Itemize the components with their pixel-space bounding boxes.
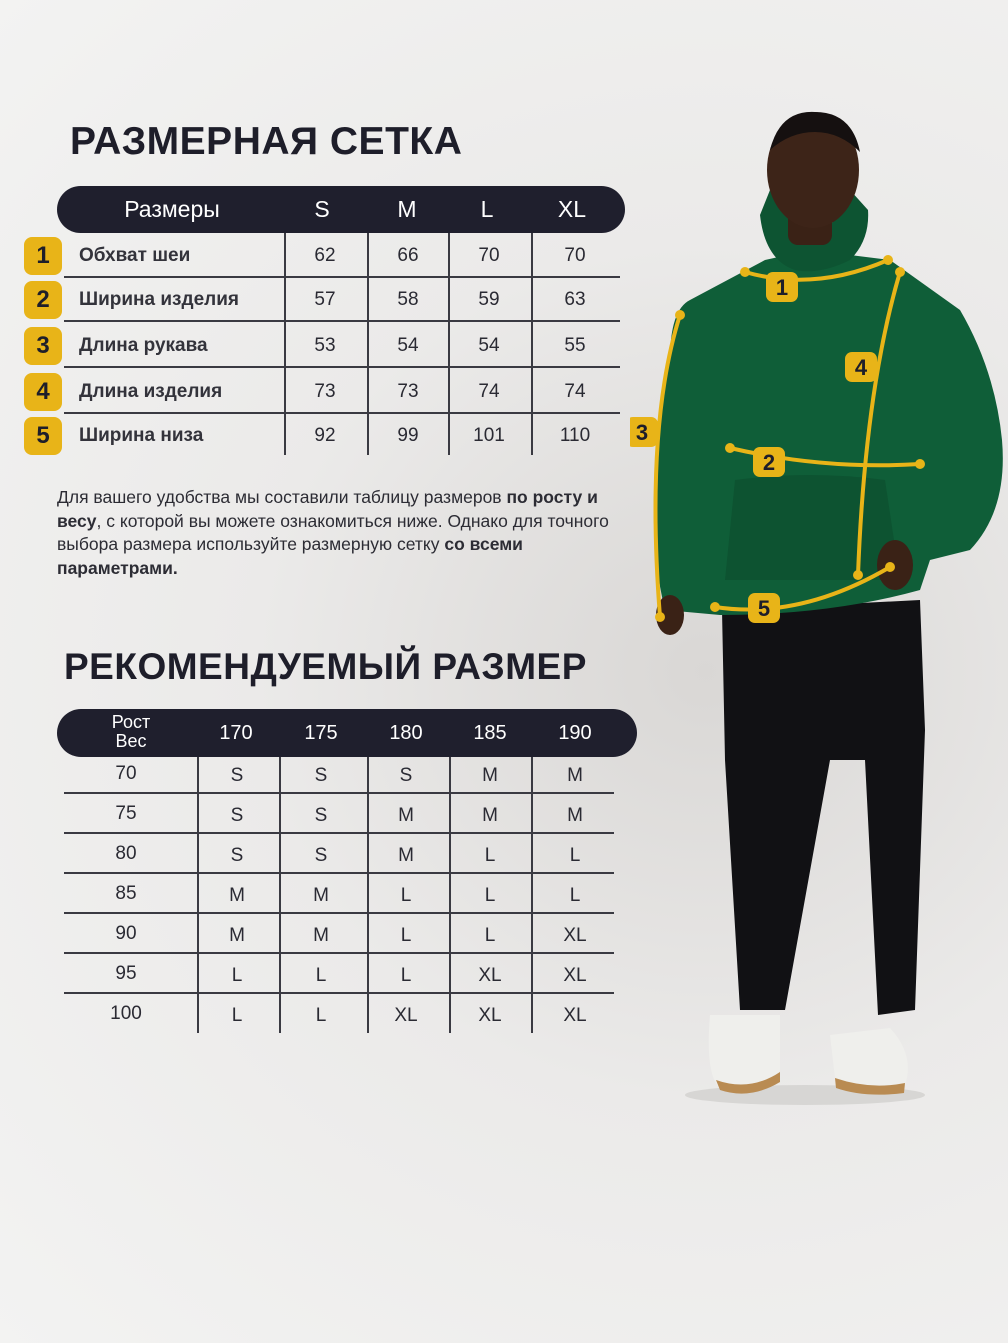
recommended-size-cell: L <box>400 885 412 906</box>
height-label: Рост <box>111 712 151 732</box>
size-value-cell: 57 <box>314 289 336 310</box>
size-row <box>0 233 620 278</box>
recommended-size-cell: XL <box>394 1005 418 1026</box>
row-number-badge: 2 <box>24 281 62 319</box>
recommended-table-header <box>57 709 637 757</box>
column-divider <box>448 233 450 455</box>
size-value-cell: 54 <box>397 335 419 356</box>
size-value-cell: 92 <box>314 425 336 446</box>
marker-3: 3 <box>635 420 649 445</box>
recommended-size-cell: M <box>482 805 498 826</box>
recommended-size-cell: XL <box>563 925 587 946</box>
weight-cell: 70 <box>115 763 137 784</box>
size-value-cell: 55 <box>564 335 586 356</box>
recommended-size-cell: S <box>314 845 328 866</box>
marker-2: 2 <box>762 450 776 475</box>
recommended-size-cell: M <box>229 885 245 906</box>
marker-1: 1 <box>775 275 789 300</box>
marker-4: 4 <box>854 355 868 380</box>
measurement-label: Ширина изделия <box>79 289 239 310</box>
recommended-size-cell: M <box>313 885 329 906</box>
column-divider <box>449 757 451 1033</box>
row-number-badge: 5 <box>24 417 62 455</box>
size-value-cell: 99 <box>397 425 419 446</box>
size-col-header: L <box>480 196 494 222</box>
size-row <box>0 369 620 414</box>
column-divider <box>367 233 369 455</box>
recommended-size-cell: XL <box>478 1005 502 1026</box>
recommended-size-cell: M <box>313 925 329 946</box>
weight-label: Вес <box>115 731 147 751</box>
size-chart-title: РАЗМЕРНАЯ СЕТКА <box>70 120 463 163</box>
size-value-cell: 74 <box>564 381 586 402</box>
recommended-size-cell: S <box>230 765 244 786</box>
recommended-size-cell: M <box>398 805 414 826</box>
measurement-label: Обхват шеи <box>79 245 191 266</box>
recommended-title: РЕКОМЕНДУЕМЫЙ РАЗМЕР <box>64 646 587 687</box>
weight-cell: 75 <box>115 803 137 824</box>
model-figure <box>630 110 1008 1110</box>
size-note <box>57 486 632 580</box>
size-value-cell: 70 <box>564 245 586 266</box>
column-divider <box>367 757 369 1033</box>
size-table-header <box>57 186 625 233</box>
note-bold: по росту и весу <box>57 487 598 531</box>
size-value-cell: 58 <box>397 289 419 310</box>
recommended-size-cell: M <box>229 925 245 946</box>
height-col-header: 170 <box>219 722 253 744</box>
right-shoe <box>830 1028 908 1087</box>
weight-cell: 85 <box>115 883 137 904</box>
recommended-size-cell: L <box>484 845 496 866</box>
note-bold: со всеми параметрами. <box>57 534 523 578</box>
size-value-cell: 66 <box>397 245 419 266</box>
size-value-cell: 63 <box>564 289 586 310</box>
measurement-label: Ширина низа <box>79 425 204 446</box>
size-row <box>0 323 620 368</box>
recommended-size-cell: L <box>569 885 581 906</box>
row-divider <box>64 320 620 322</box>
weight-cell: 80 <box>115 843 137 864</box>
recommended-size-cell: L <box>400 925 412 946</box>
weight-cell: 90 <box>115 923 137 944</box>
recommended-size-cell: L <box>484 925 496 946</box>
measurement-label: Длина рукава <box>79 335 208 356</box>
column-divider <box>279 757 281 1033</box>
recommended-size-cell: L <box>315 1005 327 1026</box>
size-value-cell: 74 <box>478 381 500 402</box>
size-row <box>0 277 620 322</box>
recommended-size-cell: L <box>569 845 581 866</box>
recommended-size-cell: S <box>230 805 244 826</box>
recommended-size-cell: L <box>484 885 496 906</box>
recommended-size-cell: L <box>231 1005 243 1026</box>
recommended-size-cell: S <box>314 805 328 826</box>
height-col-header: 185 <box>473 722 507 744</box>
recommended-size-cell: L <box>231 965 243 986</box>
recommended-size-cell: M <box>567 765 583 786</box>
size-value-cell: 53 <box>314 335 336 356</box>
row-divider <box>64 366 620 368</box>
size-value-cell: 110 <box>559 425 591 446</box>
recommended-size-cell: M <box>482 765 498 786</box>
recommended-size-cell: S <box>230 845 244 866</box>
size-value-cell: 59 <box>478 289 500 310</box>
recommended-size-cell: L <box>400 965 412 986</box>
recommended-size-cell: M <box>567 805 583 826</box>
recommended-size-cell: L <box>315 965 327 986</box>
size-value-cell: 73 <box>397 381 419 402</box>
row-number-badge: 1 <box>24 237 62 275</box>
recommended-size-cell: XL <box>563 1005 587 1026</box>
height-col-header: 180 <box>389 722 423 744</box>
column-divider <box>197 757 199 1033</box>
marker-5: 5 <box>757 596 771 621</box>
height-col-header: 175 <box>304 722 338 744</box>
size-value-cell: 62 <box>314 245 336 266</box>
weight-cell: 100 <box>110 1003 142 1024</box>
column-divider <box>284 233 286 455</box>
size-col-header: M <box>397 196 417 222</box>
recommended-size-cell: S <box>399 765 413 786</box>
recommended-size-cell: XL <box>563 965 587 986</box>
size-value-cell: 101 <box>473 425 505 446</box>
note-text: , с которой вы можете ознакомиться ниже. Однако для точного выбора размера используйте размерную сетку <box>57 510 609 554</box>
size-value-cell: 54 <box>478 335 500 356</box>
row-number-badge: 4 <box>24 373 62 411</box>
recommended-size-cell: M <box>398 845 414 866</box>
pants <box>722 600 925 1015</box>
size-col-header: S <box>314 196 330 222</box>
measurement-label: Длина изделия <box>79 381 223 402</box>
size-value-cell: 70 <box>478 245 500 266</box>
weight-cell: 95 <box>115 963 137 984</box>
column-divider <box>531 233 533 455</box>
height-col-header: 190 <box>558 722 592 744</box>
size-col-header: XL <box>557 196 587 222</box>
sizes-header-label: Размеры <box>124 196 220 222</box>
size-value-cell: 73 <box>314 381 336 402</box>
size-row <box>0 413 620 458</box>
column-divider <box>531 757 533 1033</box>
recommended-size-cell: XL <box>478 965 502 986</box>
recommended-size-cell: S <box>314 765 328 786</box>
height-weight-corner <box>101 713 161 751</box>
note-text: Для вашего удобства мы составили таблицу размеров <box>57 487 507 507</box>
row-number-badge: 3 <box>24 327 62 365</box>
